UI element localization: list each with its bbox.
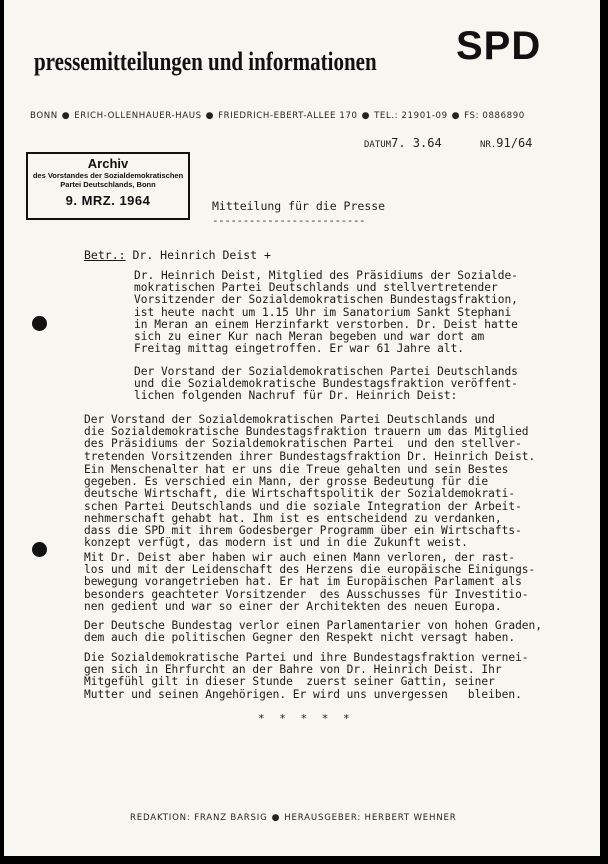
bullet-icon: ● xyxy=(271,813,281,823)
date-value: 7. 3.64 xyxy=(391,136,442,150)
heading-underline: ------------------------- xyxy=(212,214,366,227)
subject-line xyxy=(84,248,271,262)
subject-label: Betr.: xyxy=(84,248,126,262)
stamp-line-3: Partei Deutschlands, Bonn xyxy=(60,180,156,189)
page-title: pressemitteilungen und informationen xyxy=(34,46,377,76)
footer-herausgeber: HERAUSGEBER: HERBERT WEHNER xyxy=(284,813,457,823)
spd-logo: SPD xyxy=(456,24,542,68)
paragraph-5: Mit Dr. Deist aber haben wir auch einen Mann verloren, der rast- los und mit der Leidenschaft des Herzens die europäische Einigungs- bewegung vorangetrieben hat. Er hat im Europäischen Parlament als besonders geachteter Vorsitzender des Ausschusses für Investitio- nen gedient und war so einer der Architekten des neuen Europa. xyxy=(84,551,536,613)
subject-text: Dr. Heinrich Deist + xyxy=(132,248,271,262)
paragraph-6: Der Deutsche Bundestag verlor einen Parlamentarier von hohen Graden, dem auch die politischen Gegner den Respekt nicht versagt haben. xyxy=(84,619,543,645)
number-label: NR. xyxy=(480,140,497,150)
punch-hole-icon xyxy=(32,316,47,331)
number-field xyxy=(480,136,532,150)
address-line xyxy=(30,111,525,121)
footer-redaktion: REDAKTION: FRANZ BARSIG xyxy=(130,813,268,823)
paragraph-4: Ein Menschenalter hat er uns die Treue gehalten und sein Bestes gegeben. Es verschied ein Mann, der grosse Bedeutung für die deutsche Wirtschaft, die Wirtschaftspolitik der Sozialdemokrati- schen Partei Deutschlands und die soziale Integration der Arbeit- nehmerschaft gehabt hat. Ihm ist es entscheidend zu verdanken, dass die SPD mit ihrem Godesberger Programm über ein Wirtschafts- konzept verfügt, das modern ist und in die Zukunft weist. xyxy=(84,463,522,550)
date-field xyxy=(364,136,442,150)
date-label: DATUM xyxy=(364,140,392,150)
stamp-date: 9. MRZ. 1964 xyxy=(65,193,151,208)
address-city: BONN xyxy=(30,111,58,121)
stamp-title: Archiv xyxy=(87,156,129,171)
press-release-page xyxy=(4,0,600,856)
address-tel: TEL.: 21901-09 xyxy=(374,111,448,121)
bullet-icon: ● xyxy=(451,111,461,121)
separator-stars: * * * * * xyxy=(258,712,354,725)
bullet-icon: ● xyxy=(205,111,215,121)
paragraph-1: Dr. Heinrich Deist, Mitglied des Präsidiums der Sozialde- mokratischen Partei Deutschlands und stellvertretender Vorsitzender der Sozialdemokratischen Bundestagsfraktion, ist heute nacht um 1.15 Uhr im Sanatorium Sankt Stephani in Meran an einem Herzinfarkt verstorben. Dr. Deist hatte sich zu einer Kur nach Meran begeben und war dort am Freitag mittag eingetroffen. Er war 61 Jahre alt. xyxy=(134,269,518,356)
number-value: 91/64 xyxy=(496,136,533,150)
footer-credits xyxy=(130,813,457,823)
archive-stamp xyxy=(26,152,190,220)
address-street: FRIEDRICH-EBERT-ALLEE 170 xyxy=(218,111,358,121)
address-building: ERICH-OLLENHAUER-HAUS xyxy=(74,111,202,121)
release-heading: Mitteilung für die Presse xyxy=(212,199,386,213)
stamp-line-2: des Vorstandes der Sozialdemokratischen xyxy=(32,171,184,180)
address-fs: FS: 0886890 xyxy=(464,111,525,121)
paragraph-2: Der Vorstand der Sozialdemokratischen Partei Deutschlands und die Sozialdemokratische Bundestagsfraktion veröffent- lichen folgenden Nachruf für Dr. Heinrich Deist: xyxy=(134,365,518,403)
punch-hole-icon xyxy=(32,542,47,557)
bullet-icon: ● xyxy=(361,111,371,121)
bullet-icon: ● xyxy=(61,111,71,121)
paragraph-3: Der Vorstand der Sozialdemokratischen Partei Deutschlands und die Sozialdemokratische Bundestagsfraktion trauern um das Mitglied des Präsidiums der Sozialdemokratischen Partei und den stellver- tretenden Vorsitzenden ihrer Bundestagsfraktion Dr. Heinrich Deist. xyxy=(84,413,536,463)
paragraph-7: Die Sozialdemokratische Partei und ihre Bundestagsfraktion vernei- gen sich in Ehrfurcht an der Bahre von Dr. Heinrich Deist. Ihr Mitgefühl gilt in dieser Stunde zuerst seiner Gattin, seiner Mutter und seinen Angehörigen. Er wird uns unvergessen bleiben. xyxy=(84,651,529,701)
